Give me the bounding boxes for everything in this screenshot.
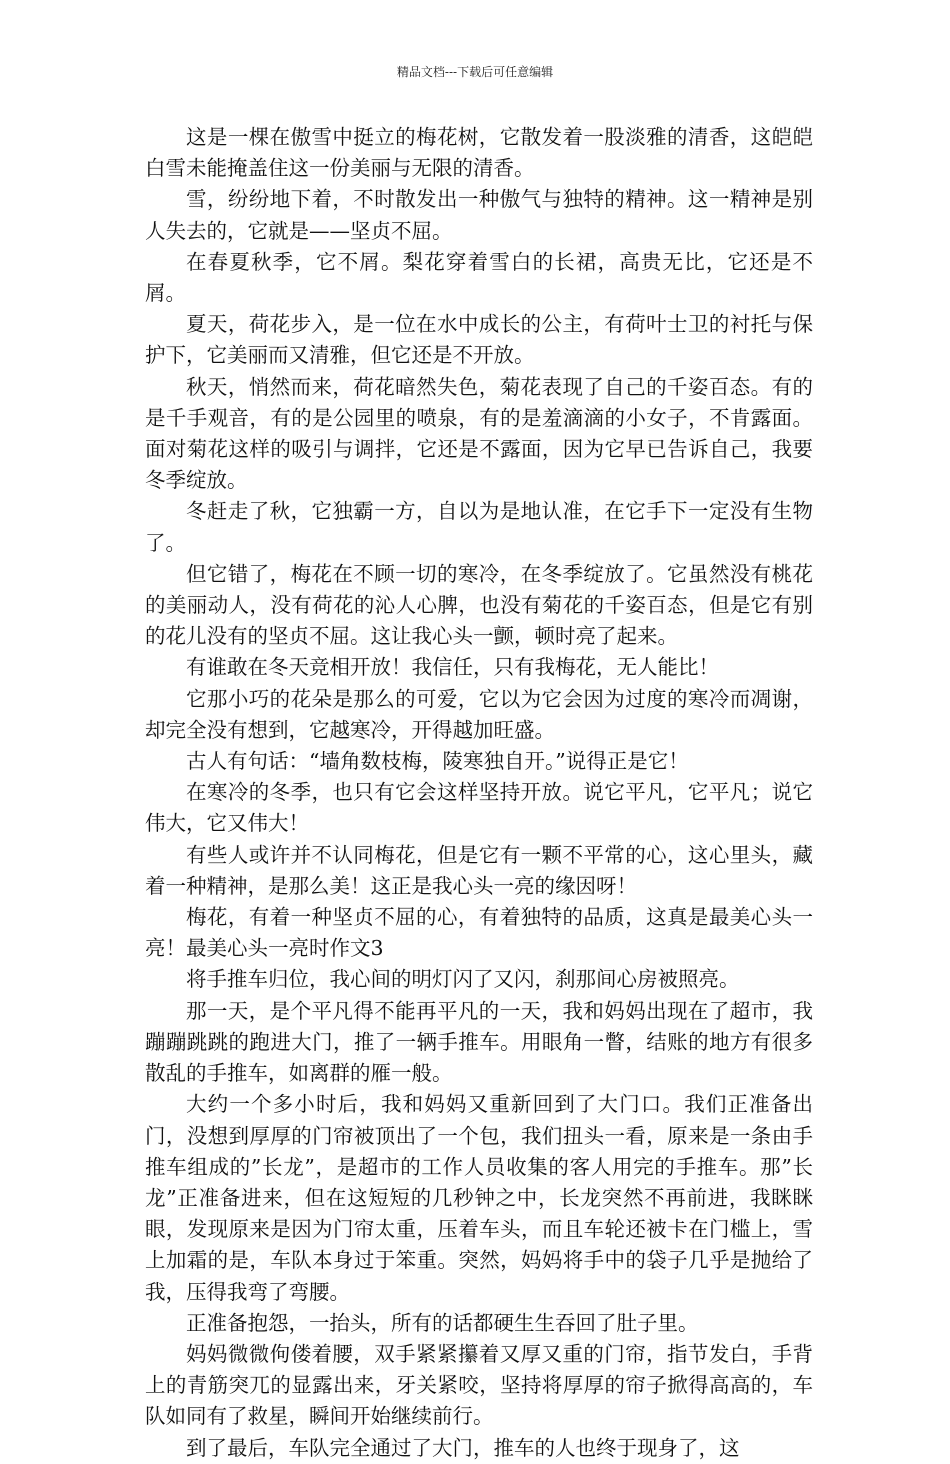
paragraph: 梅花，有着一种坚贞不屈的心，有着独特的品质，这真是最美心头一亮！最美心头一亮时作文3 [145, 905, 813, 961]
page-header-note: 精品文档---下载后可任意编辑 [396, 65, 554, 79]
paragraph: 古人有句话：“墙角数枝梅，陵寒独自开。”说得正是它！ [186, 749, 689, 774]
paragraph: 妈妈微微佝偻着腰，双手紧紧攥着又厚又重的门帘，指节发白，手背上的青筋突兀的显露出来，牙关紧咬，坚持将厚厚的帘子掀得高高的，车队如同有了救星，瞬间开始继续前行。 [145, 1341, 813, 1429]
paragraph: 正准备抱怨，一抬头，所有的话都硬生生吞回了肚子里。 [186, 1310, 699, 1335]
paragraph: 将手推车归位，我心间的明灯闪了又闪，刹那间心房被照亮。 [186, 967, 740, 992]
paragraph: 冬赶走了秋，它独霸一方，自以为是地认准，在它手下一定没有生物了。 [145, 499, 813, 555]
paragraph: 这是一棵在傲雪中挺立的梅花树，它散发着一股淡雅的清香，这皑皑白雪未能掩盖住这一份美丽与无限的清香。 [145, 125, 813, 181]
paragraph: 到了最后，车队完全通过了大门，推车的人也终于现身了，这 [186, 1435, 740, 1460]
paragraph: 有些人或许并不认同梅花，但是它有一颗不平常的心，这心里头，藏着一种精神，是那么美！这正是我心头一亮的缘因呀！ [145, 842, 813, 898]
paragraph: 夏天，荷花步入，是一位在水中成长的公主，有荷叶士卫的衬托与保护下，它美丽而又清雅，但它还是不开放。 [145, 312, 813, 368]
paragraph: 大约一个多小时后，我和妈妈又重新回到了大门口。我们正准备出门，没想到厚厚的门帘被顶出了一个包，我们扭头一看，原来是一条由手推车组成的”长龙”，是超市的工作人员收集的客人用完的手推车。那”长龙”正准备进来，但在这短短的几秒钟之中，长龙突然不再前进，我眯眯眼，发现原来是因为门帘太重，压着车头，而且车轮还被卡在门槛上，雪上加霜的是，车队本身过于笨重。突然，妈妈将手中的袋子几乎是抛给了我，压得我弯了弯腰。 [145, 1092, 813, 1304]
paragraph: 秋天，悄然而来，荷花暗然失色，菊花表现了自己的千姿百态。有的是千手观音，有的是公园里的喷泉，有的是羞滴滴的小女子，不肯露面。面对菊花这样的吸引与调拌，它还是不露面，因为它早已告诉自己，我要冬季绽放。 [145, 374, 813, 493]
document-body [145, 122, 813, 1464]
paragraph: 那一天，是个平凡得不能再平凡的一天，我和妈妈出现在了超市，我蹦蹦跳跳的跑进大门，推了一辆手推车。用眼角一瞥，结账的地方有很多散乱的手推车，如离群的雁一般。 [145, 998, 813, 1086]
paragraph: 它那小巧的花朵是那么的可爱，它以为它会因为过度的寒冷而凋谢，却完全没有想到，它越寒冷，开得越加旺盛。 [145, 686, 813, 742]
paragraph: 但它错了，梅花在不顾一切的寒冷，在冬季绽放了。它虽然没有桃花的美丽动人，没有荷花的沁人心脾，也没有菊花的千姿百态，但是它有别的花儿没有的坚贞不屈。这让我心头一颤，顿时亮了起来。 [145, 561, 813, 649]
paragraph: 雪，纷纷地下着，不时散发出一种傲气与独特的精神。这一精神是别人失去的，它就是——坚贞不屈。 [145, 187, 813, 243]
paragraph: 有谁敢在冬天竞相开放！我信任，只有我梅花，无人能比！ [186, 655, 719, 680]
paragraph: 在春夏秋季，它不屑。梨花穿着雪白的长裙，高贵无比，它还是不屑。 [145, 249, 813, 306]
paragraph: 在寒冷的冬季，也只有它会这样坚持开放。说它平凡，它平凡；说它伟大，它又伟大！ [145, 780, 813, 836]
